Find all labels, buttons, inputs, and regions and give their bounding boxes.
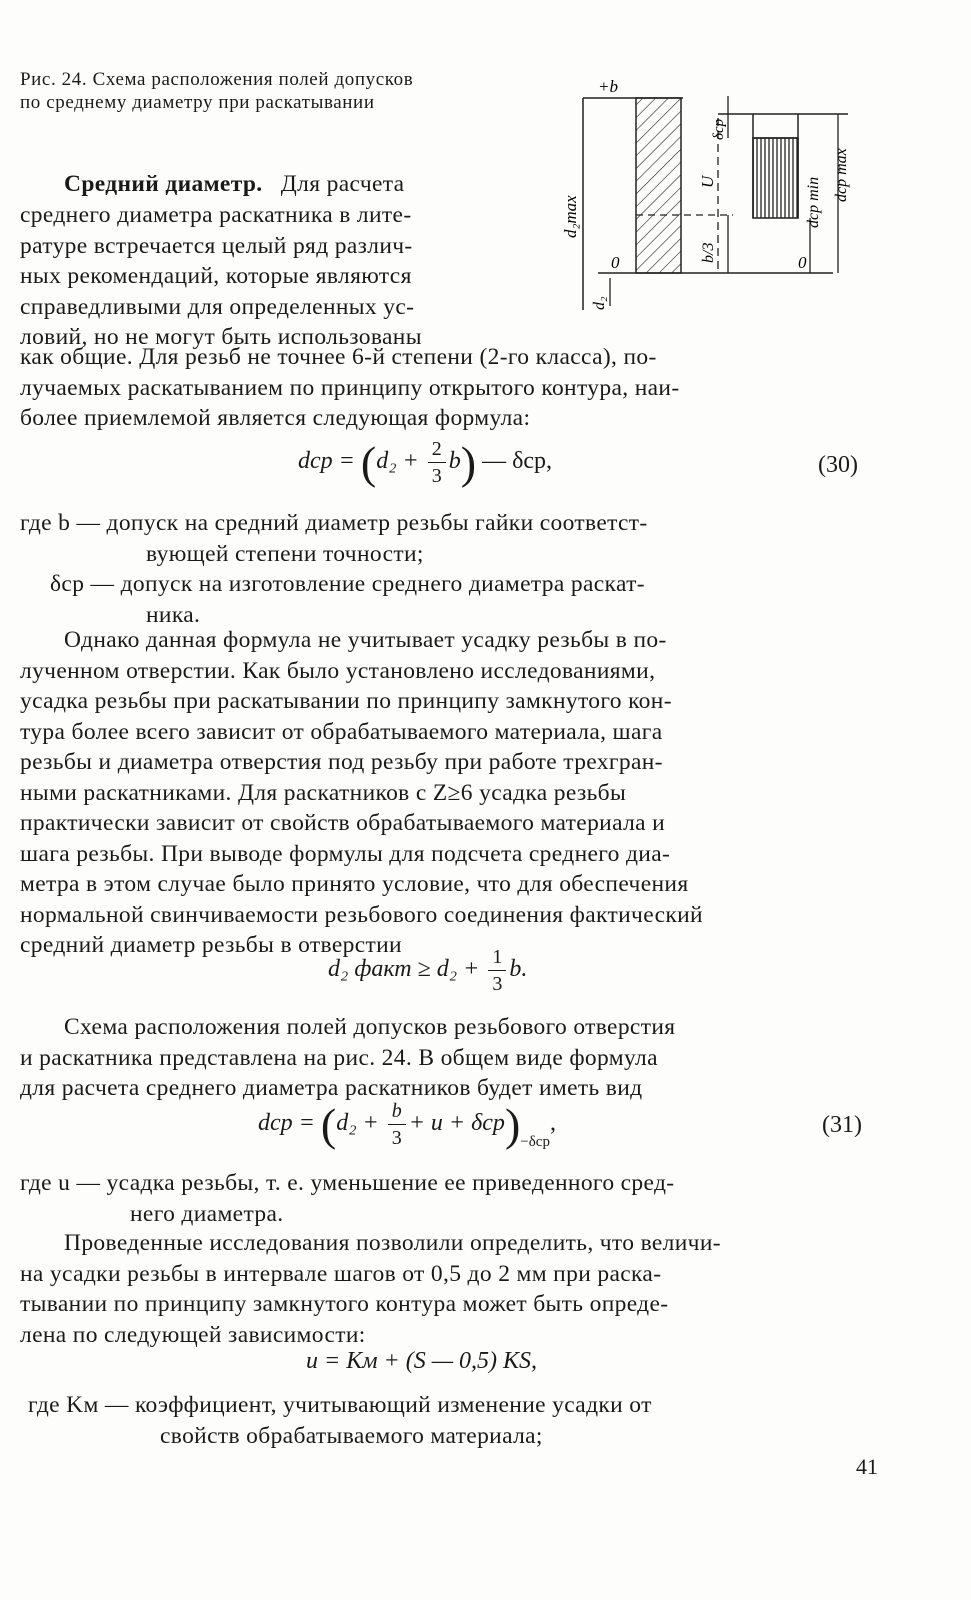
paragraph-line: для расчета среднего диаметра раскатников будет иметь вид [20, 1075, 643, 1101]
paragraph-intro-narrow [20, 169, 520, 200]
paragraph-line: средний диаметр резьбы в отверстии [20, 932, 402, 958]
figure-caption-line: Рис. 24. Схема расположения полей допусков [20, 69, 414, 90]
paragraph-line: лена по следующей зависимости: [20, 1321, 366, 1348]
equation-number-30: (30) [818, 452, 858, 478]
paragraph-line: Однако данная формула не учитывает усадку резьбы в по- [64, 627, 667, 653]
paragraph-line: Средний диаметр. Для расчета [64, 171, 405, 197]
paragraph-line: тура более всего зависит от обрабатываемого материала, шага [20, 718, 663, 745]
paragraph-line: на усадки резьбы в интервале шагов от 0,5 до 2 мм при раска- [20, 1260, 662, 1287]
paragraph-line: как общие. Для резьб не точнее 6-й степени (2-го класса), по- [20, 344, 657, 370]
paragraph-research [20, 1228, 870, 1350]
paragraph-scheme [20, 1012, 870, 1104]
definition-b: где b — допуск на средний диаметр резьбы гайки соответст- вующей степени точности; δср — допуск на изготовление среднего диаметра раскат- ника. [20, 510, 648, 628]
label-dcp: δcp [711, 118, 727, 140]
definition-u: где u — усадка резьбы, т. е. уменьшение ее приведенного сред- него диаметра. [20, 1170, 675, 1227]
paragraph-line: ных рекомендаций, которые являются [20, 263, 412, 289]
paragraph-line: резьбы и диаметра отверстия под резьбу при работе трехгран- [20, 749, 663, 775]
paragraph-intro-wide [20, 342, 870, 434]
formula-actual-diameter: d₂ факт ≥ d₂ + $\frac{1}{3}$ b. [328, 946, 528, 995]
paragraph-line: ловий, но не могут быть использованы [20, 324, 422, 350]
paragraph-line: лученном отверстии. Как было установлено исследованиями, [20, 657, 656, 684]
page-number: 41 [856, 1454, 878, 1479]
nut-tolerance-field [636, 98, 681, 273]
paragraph-line: Схема расположения полей допусков резьбового отверстия [64, 1014, 676, 1040]
tolerance-diagram [548, 78, 878, 318]
label-d2max: d₂max [561, 195, 580, 238]
label-dcpmin: dcp min [805, 176, 822, 228]
label-zero-right: 0 [798, 253, 807, 272]
label-plus-b: +b [598, 78, 618, 96]
paragraph-line: ными раскатниками. Для раскатников с Z≥6 усадка резьбы [20, 779, 627, 806]
figure-caption [20, 68, 540, 114]
paragraph-line: среднего диаметра раскатника в лите- [20, 202, 412, 228]
paragraph-line: Проведенные исследования позволили определить, что величи- [64, 1230, 721, 1256]
label-zero-left: 0 [611, 253, 620, 272]
formula-31: dср = (d₂ + $\frac{b}{3}$ + $u + \delta ср)_{-\delta ср}$, [258, 1099, 556, 1150]
paragraph-shrinkage [20, 625, 870, 961]
label-dcpmax: dcp max [833, 148, 850, 202]
paragraph-intro-narrow-rest [20, 200, 520, 353]
definition-km: где Kм — коэффициент, учитывающий изменение усадки от свойств обрабатываемого материала; [28, 1392, 652, 1449]
paragraph-line: нормальной свинчиваемости резьбового соединения фактический [20, 901, 703, 928]
label-u: U [698, 175, 717, 188]
paragraph-line: справедливыми для определенных ус- [20, 293, 415, 320]
paragraph-line: ратуре встречается целый ряд различ- [20, 232, 413, 259]
formula-shrinkage: u = Kм + (S — 0,5) KS, [306, 1348, 538, 1374]
paragraph-line: метра в этом случае было принято условие, что для обеспечения [20, 871, 689, 897]
paragraph-line: лучаемых раскатыванием по принципу открытого контура, наи- [20, 374, 680, 401]
label-b3: b/3 [700, 242, 717, 263]
paragraph-line: шага резьбы. При выводе формулы для подсчета среднего диа- [20, 840, 671, 867]
paragraph-line: и раскатника представлена на рис. 24. В общем виде формула [20, 1044, 658, 1071]
paragraph-line: практически зависит от свойств обрабатываемого материала и [20, 810, 666, 836]
paragraph-line: тывании по принципу замкнутого контура может быть опреде- [20, 1291, 669, 1317]
figure-caption-line: по среднему диаметру при раскатывании [20, 92, 375, 113]
paragraph-line: усадка резьбы при раскатывании по принципу замкнутого кон- [20, 688, 672, 714]
paragraph-line: более приемлемой является следующая формула: [20, 405, 531, 431]
label-d2: d₂ [591, 296, 608, 310]
section-heading: Средний диаметр. [64, 171, 263, 197]
roller-tolerance-field [753, 138, 798, 218]
equation-number-31: (31) [822, 1112, 862, 1138]
formula-30: dср = (d₂ + $\frac{2}{3}$ b) — δср, [298, 437, 553, 488]
